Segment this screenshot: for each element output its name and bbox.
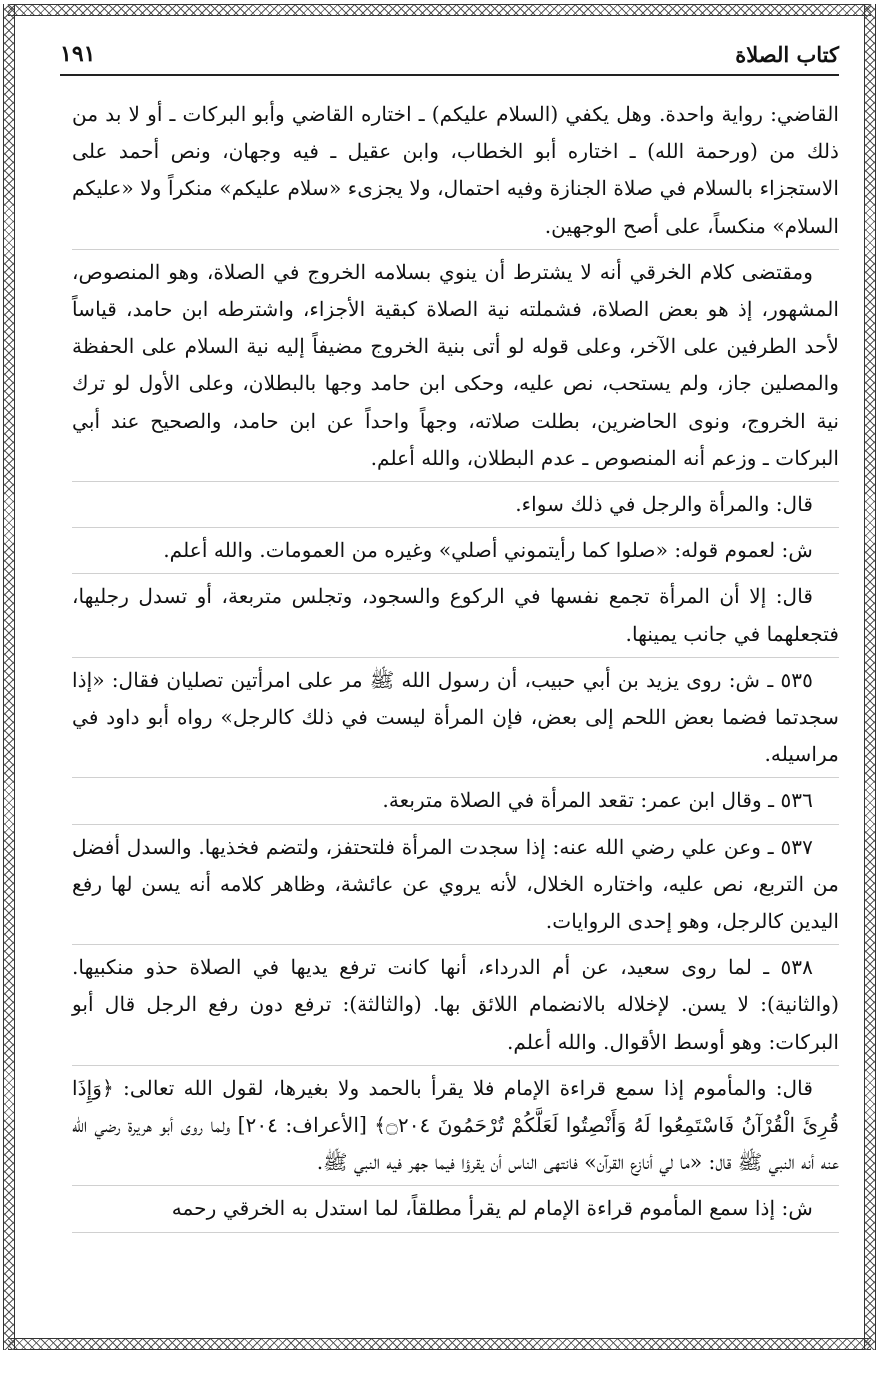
paragraph: ٥٣٧ ـ وعن علي رضي الله عنه: إذا سجدت المرأة فلتحتفز، ولتضم فخذيها. والسدل أفضل من التربع، نص عليه، واختاره الخلال، لأنه يروي عن عائشة، وظاهر كلامه أنه يسن لها رفع اليدين كالرجل، وهو إحدى الروايات. [72,825,839,946]
page-body [72,96,839,1233]
top-decorative-border [8,4,871,16]
paragraph: قال: إلا أن المرأة تجمع نفسها في الركوع والسجود، وتجلس متربعة، أو تسدل رجليها، فتجعلهما في جانب يمينها. [72,574,839,657]
paragraph: قال: والمرأة والرجل في ذلك سواء. [72,482,839,528]
paragraph: ٥٣٥ ـ ش: روى يزيد بن أبي حبيب، أن رسول الله ﷺ مر على امرأتين تصليان فقال: «إذا سجدتما فضما بعض اللحم إلى بعض، فإن المرأة ليست في ذلك كالرجل» رواه أبو داود في مراسيله. [72,658,839,779]
right-decorative-border [864,4,876,1350]
paragraph: ش: لعموم قوله: «صلوا كما رأيتموني أصلي» وغيره من العمومات. والله أعلم. [72,528,839,574]
page-number: ١٩١ [60,41,96,67]
book-title: كتاب الصلاة [735,41,839,67]
paragraph: القاضي: رواية واحدة. وهل يكفي (السلام عليكم) ـ اختاره القاضي وأبو البركات ـ أو لا بد من ذلك من (ورحمة الله) ـ اختاره أبو الخطاب، وابن عقيل ـ فيه وجهان، ونص أحمد على الاستجزاء بالسلام في صلاة الجنازة وفيه احتمال، ولا يجزىء «سلام عليكم» منكراً ولا «عليكم السلام» منكساً، على أصح الوجهين. [72,96,839,250]
bottom-decorative-border [8,1338,871,1350]
running-header [60,34,839,76]
paragraph: ٥٣٦ ـ وقال ابن عمر: تقعد المرأة في الصلاة متربعة. [72,778,839,824]
paragraph: قال: والمأموم إذا سمع قراءة الإمام فلا يقرأ بالحمد ولا بغيرها، لقول الله تعالى: ﴿وَإِذَا قُرِئَ الْقُرْآنُ فَاسْتَمِعُوا لَهُ وَأَنْصِتُوا لَعَلَّكُمْ تُرْحَمُونَ ۝٢٠٤﴾ [الأعراف: ٢٠٤] ولما روى أبو هريرة رضي الله عنه أنه النبي ﷺ قال: «ما لي أنازع القرآن» فانتهى الناس أن يقرؤا فيما جهر فيه النبي ﷺ. [72,1066,839,1187]
left-decorative-border [3,4,15,1350]
paragraph: ومقتضى كلام الخرقي أنه لا يشترط أن ينوي بسلامه الخروج في الصلاة، وهو المنصوص، المشهور، إذ هو بعض الصلاة، فشملته نية الصلاة كبقية الأجزاء، واشترطه ابن حامد، قياساً لأحد الطرفين على الآخر، وعلى قوله لو أتى بنية الخروج مضيفاً إليه نية السلام على الحفظة والمصلين جاز، ولم يستحب، نص عليه، وحكى ابن حامد وجها بالبطلان، وعلى الأول لو ترك نية الخروج، ونوى الحاضرين، بطلت صلاته، وجهاً واحداً عن ابن حامد، والصحيح عند أبي البركات ـ وزعم أنه المنصوص ـ عدم البطلان، والله أعلم. [72,250,839,482]
paragraph: ٥٣٨ ـ لما روى سعيد، عن أم الدرداء، أنها كانت ترفع يديها في الصلاة حذو منكبيها. (والثانية): لا يسن. لإخلاله بالانضمام اللائق بها. (والثالثة): ترفع دون رفع الرجل قال أبو البركات: وهو أوسط الأقوال. والله أعلم. [72,945,839,1066]
paragraph: ش: إذا سمع المأموم قراءة الإمام لم يقرأ مطلقاً، لما استدل به الخرقي رحمه [72,1186,839,1232]
